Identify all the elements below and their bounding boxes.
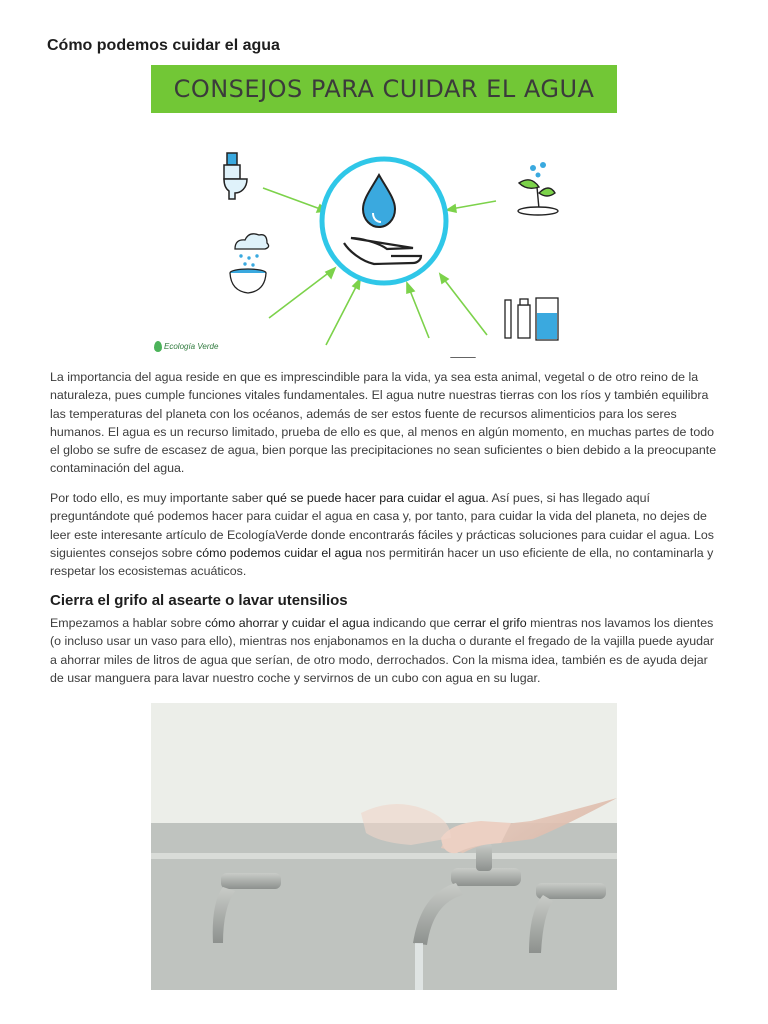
toiletries-icon [505, 298, 558, 340]
arrow-toilet [263, 188, 323, 210]
paragraph-intro: Por todo ello, es muy importante saber qué se puede hacer para cuidar el agua. Así pues, si has llegado aquí preguntándote qué podemos hacer para cuidar el agua en casa y, por tanto, para cuidar la vida del planeta, no dejes de leer este interesante artículo de EcologíaVerde donde encontrarás fáciles y prácticas soluciones para cuidar el agua. Los siguientes consejos sobre cómo podemos cuidar el agua nos permitirán hacer un uso eficiente de ella, no contaminarla y respetar los ecosistemas acuáticos. [50, 491, 714, 579]
arrow-bath [326, 283, 358, 345]
section-heading: Cierra el grifo al asearte o lavar utensilios [50, 592, 348, 609]
infographic-banner [151, 65, 617, 113]
link-como-podemos-cuidar[interactable]: cómo podemos cuidar el agua [196, 545, 363, 560]
ecologia-verde-logo: Ecología Verde [154, 341, 218, 352]
paragraph-importance: La importancia del agua reside en que es imprescindible para la vida, ya sea esta animal, vegetal o de otro reino de la naturaleza, pues cumple funciones vitales fundamentales. El agua nutre nuestras tierras con los ríos y también equilibra las temperaturas del planeta con los océanos, además de ser estos fuente de recursos alimenticios para los seres humanos. El agua es un recurso limitado, prueba de ello es que, al menos en algún momento, en muchas partes de todo el globo se sufre de escasez de agua, bien porque las precipitaciones no sean suficientes o bien debido a la preocupante contaminación del agua. [50, 370, 717, 476]
infographic-image [151, 65, 617, 358]
arrow-bottles [443, 278, 487, 335]
arrow-plant [451, 201, 496, 209]
link-cerrar-el-grifo[interactable]: cerrar el grifo [453, 616, 527, 630]
rain-bowl-icon [230, 234, 269, 293]
tap-photo-illustration [151, 703, 617, 990]
arrow-bowl [269, 271, 331, 318]
plant-icon [518, 162, 558, 215]
article-title: Cómo podemos cuidar el agua [47, 37, 280, 54]
tap-photo [151, 703, 617, 990]
infographic-diagram [151, 113, 617, 358]
arrow-tap [409, 288, 429, 338]
toilet-icon [224, 153, 247, 199]
link-que-se-puede-hacer[interactable]: qué se puede hacer para cuidar el agua [266, 491, 486, 505]
infographic-banner-text: CONSEJOS PARA CUIDAR EL AGUA [173, 75, 595, 103]
paragraph-cierra-grifo: Empezamos a hablar sobre cómo ahorrar y cuidar el agua indicando que cerrar el grifo mientras nos lavamos los dientes (o incluso usar un vaso para ello), mientras nos enjabonamos en la ducha o durante el fregado de la vajilla puede ayudar a ahorrar miles de litros de agua que serían, de otro modo, derrochados. Con la misma idea, también es de ayuda dejar de usar manguera para lavar nuestro coche y servirnos de un cubo con agua en su lugar. [50, 616, 715, 685]
link-como-ahorrar[interactable]: cómo ahorrar y cuidar el agua [204, 616, 370, 630]
logo-drop-icon [154, 341, 162, 352]
